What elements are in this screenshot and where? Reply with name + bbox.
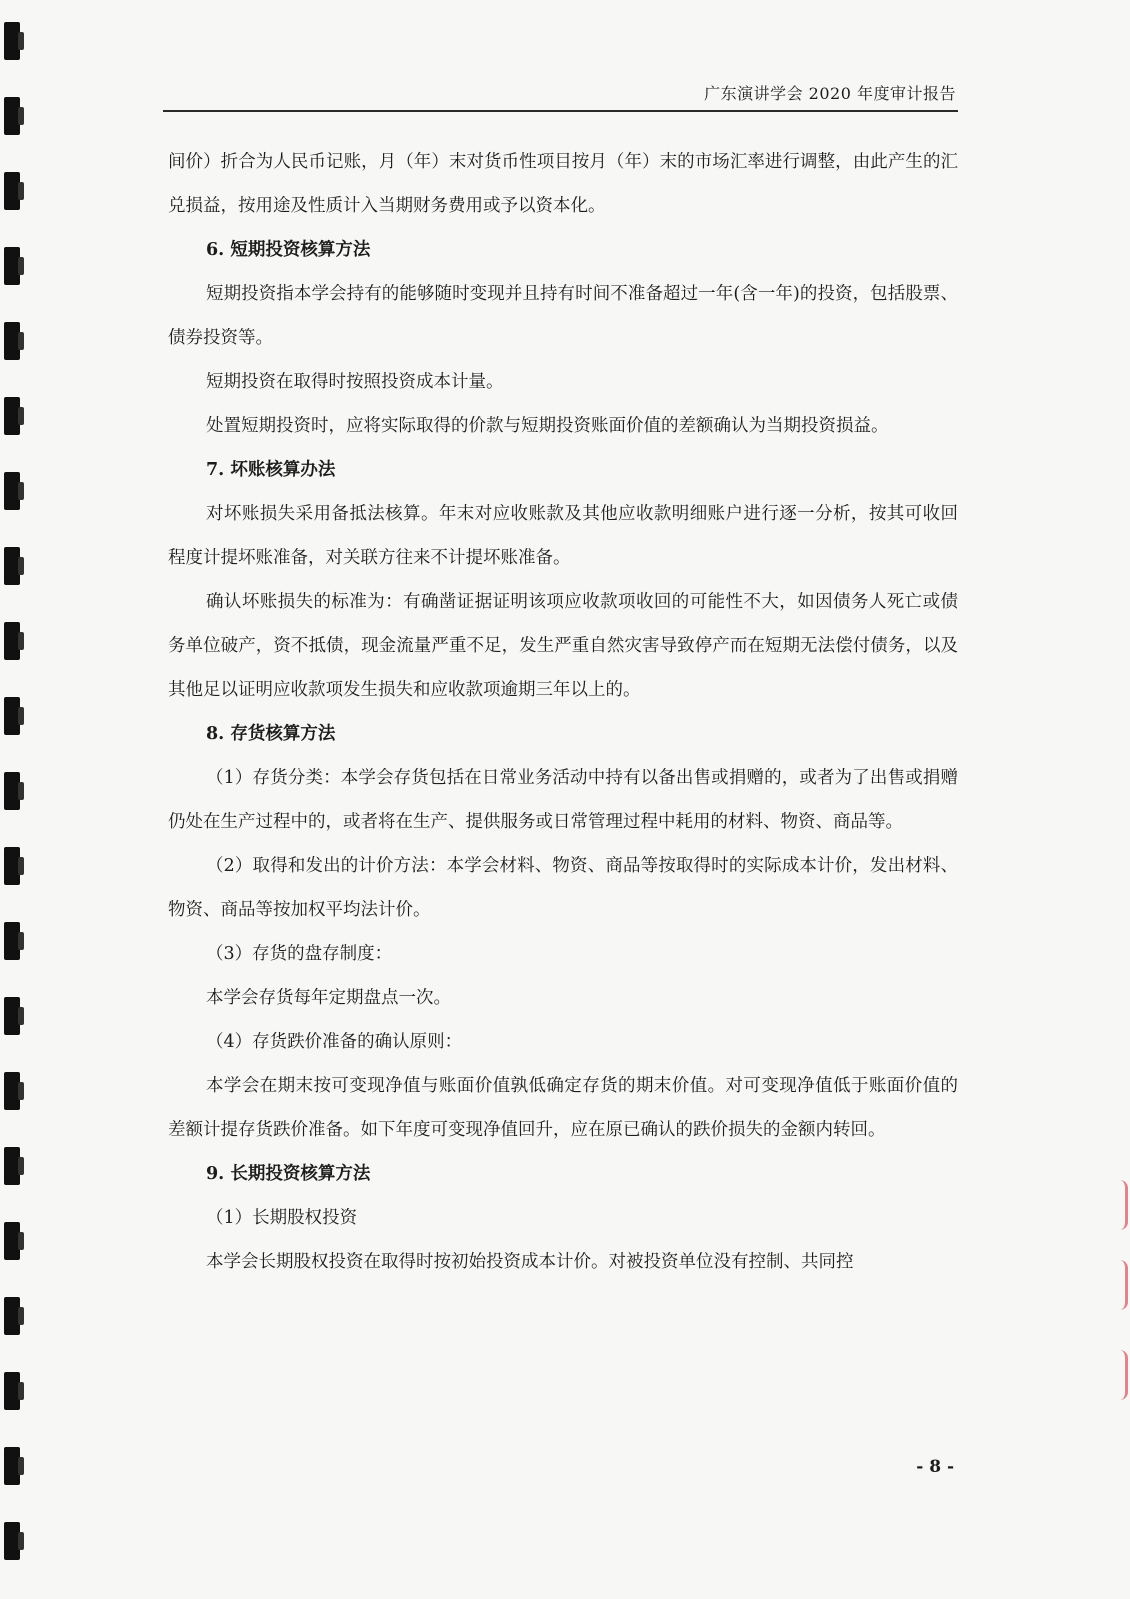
header-title: 广东演讲学会 2020 年度审计报告 <box>704 84 956 103</box>
binding-hole <box>4 772 20 810</box>
binding-hole <box>4 322 20 360</box>
binding-hole <box>4 547 20 585</box>
binding-hole <box>4 1522 20 1560</box>
binding-hole <box>4 997 20 1035</box>
paragraph: 本学会在期末按可变现净值与账面价值孰低确定存货的期末价值。对可变现净值低于账面价值的差额计提存货跌价准备。如下年度可变现净值回升，应在原已确认的跌价损失的金额内转回。 <box>168 1076 958 1140</box>
paragraph: 确认坏账损失的标准为：有确凿证据证明该项应收款项收回的可能性不大，如因债务人死亡或债务单位破产，资不抵债，现金流量严重不足，发生严重自然灾害导致停产而在短期无法偿付债务，以及其他足以证明应收款项发生损失和应收款项逾期三年以上的。 <box>168 592 958 700</box>
binding-hole <box>4 472 20 510</box>
binding-hole <box>4 97 20 135</box>
paragraph: （3）存货的盘存制度： <box>206 944 393 964</box>
section-heading: 8. 存货核算方法 <box>206 724 336 744</box>
paragraph: 对坏账损失采用备抵法核算。年末对应收账款及其他应收款明细账户进行逐一分析，按其可收回程度计提坏账准备，对关联方往来不计提坏账准备。 <box>168 504 958 568</box>
paragraph: （1）存货分类：本学会存货包括在日常业务活动中持有以备出售或捐赠的，或者为了出售或捐赠仍处在生产过程中的，或者将在生产、提供服务或日常管理过程中耗用的材料、物资、商品等。 <box>168 768 958 832</box>
section-heading: 6. 短期投资核算方法 <box>206 240 371 260</box>
seal-stamp-edge <box>1104 1170 1130 1450</box>
paragraph: 短期投资在取得时按照投资成本计量。 <box>206 372 504 392</box>
binding-hole <box>4 922 20 960</box>
paragraph: 本学会长期股权投资在取得时按初始投资成本计价。对被投资单位没有控制、共同控 <box>206 1252 854 1272</box>
binding-holes <box>0 0 30 1599</box>
binding-hole <box>4 22 20 60</box>
body-text <box>168 140 958 1284</box>
paragraph: （2）取得和发出的计价方法：本学会材料、物资、商品等按取得时的实际成本计价，发出材料、物资、商品等按加权平均法计价。 <box>168 856 958 920</box>
binding-hole <box>4 247 20 285</box>
paragraph: 处置短期投资时，应将实际取得的价款与短期投资账面价值的差额确认为当期投资损益。 <box>206 416 889 436</box>
paragraph: （1）长期股权投资 <box>206 1208 358 1228</box>
binding-hole <box>4 397 20 435</box>
page-number: - 8 - <box>916 1457 954 1477</box>
binding-hole <box>4 172 20 210</box>
binding-hole <box>4 697 20 735</box>
binding-hole <box>4 1297 20 1335</box>
paragraph: （4）存货跌价准备的确认原则： <box>206 1032 463 1052</box>
binding-hole <box>4 1072 20 1110</box>
binding-hole <box>4 847 20 885</box>
section-heading: 7. 坏账核算办法 <box>206 460 336 480</box>
binding-hole <box>4 1372 20 1410</box>
binding-hole <box>4 1147 20 1185</box>
binding-hole <box>4 1222 20 1260</box>
section-heading: 9. 长期投资核算方法 <box>206 1164 371 1184</box>
paragraph: 本学会存货每年定期盘点一次。 <box>206 988 451 1008</box>
paragraph: 短期投资指本学会持有的能够随时变现并且持有时间不准备超过一年(含一年)的投资，包括股票、债券投资等。 <box>168 284 958 348</box>
page-header <box>163 78 958 112</box>
binding-hole <box>4 1447 20 1485</box>
paragraph: 间价）折合为人民币记账，月（年）末对货币性项目按月（年）末的市场汇率进行调整，由此产生的汇兑损益，按用途及性质计入当期财务费用或予以资本化。 <box>168 152 958 216</box>
binding-hole <box>4 622 20 660</box>
